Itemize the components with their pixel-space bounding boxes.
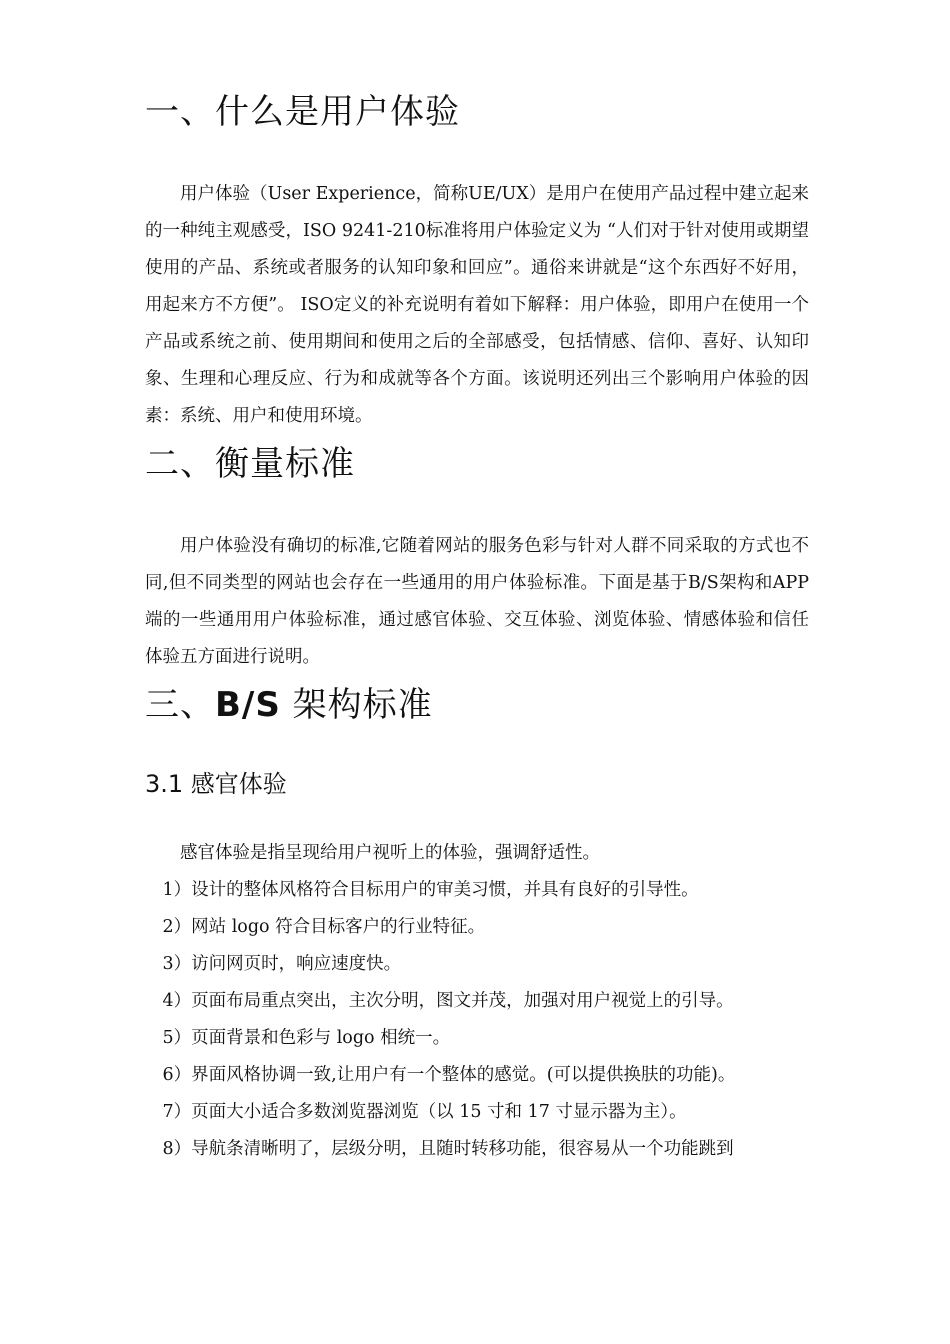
subsection-3-1-heading: 3.1 感官体验 (145, 770, 287, 799)
list-item: 8）导航条清晰明了，层级分明，且随时转移功能，很容易从一个功能跳到 (162, 1139, 734, 1160)
section-2-paragraph: 用户体验没有确切的标准,它随着网站的服务色彩与针对人群不同采取的方式也不同,但不同类型的网站也会存在一些通用的用户体验标准。下面是基于B/S架构和APP端的一些通用用户体验标准，通过感官体验、交互体验、浏览体验、情感体验和信任体验五方面进行说明。 (145, 535, 809, 667)
sensory-experience-list (145, 835, 809, 1168)
list-item: 2）网站 logo 符合目标客户的行业特征。 (162, 917, 486, 938)
section-3-heading-bold: B/S (215, 684, 281, 725)
section-3-heading-suffix: 架构标准 (280, 684, 433, 725)
list-item: 7）页面大小适合多数浏览器浏览（以 15 寸和 17 寸显示器为主）。 (162, 1102, 687, 1123)
list-item: 3）访问网页时，响应速度快。 (162, 954, 402, 975)
list-item: 5）页面背景和色彩与 logo 相统一。 (162, 1028, 451, 1049)
section-3-heading-prefix: 三、 (145, 684, 215, 725)
list-item: 1）设计的整体风格符合目标用户的审美习惯，并具有良好的引导性。 (162, 880, 699, 901)
list-item: 6）界面风格协调一致,让用户有一个整体的感觉。(可以提供换肤的功能)。 (162, 1065, 736, 1086)
list-item: 4）页面布局重点突出，主次分明，图文并茂，加强对用户视觉上的引导。 (162, 991, 734, 1012)
list-intro: 感官体验是指呈现给用户视听上的体验，强调舒适性。 (180, 843, 600, 864)
section-2-heading: 二、衡量标准 (145, 443, 355, 484)
section-1-paragraph: 用户体验（User Experience，简称UE/UX）是用户在使用产品过程中建立起来的一种纯主观感受，ISO 9241-210标准将用户体验定义为 “人们对于针对使用或期望使用的产品、系统或者服务的认知印象和回应”。通俗来讲就是“这个东西好不好用，用起来方不方便”。 ISO定义的补充说明有着如下解释：用户体验，即用户在使用一个产品或系统之前、使用期间和使用之后的全部感受，包括情感、信仰、喜好、认知印象、生理和心理反应、行为和成就等各个方面。该说明还列出三个影响用户体验的因素：系统、用户和使用环境。 (145, 183, 809, 426)
section-1-heading: 一、什么是用户体验 (145, 92, 460, 132)
document-page (145, 92, 809, 1168)
section-3-heading (145, 685, 809, 726)
